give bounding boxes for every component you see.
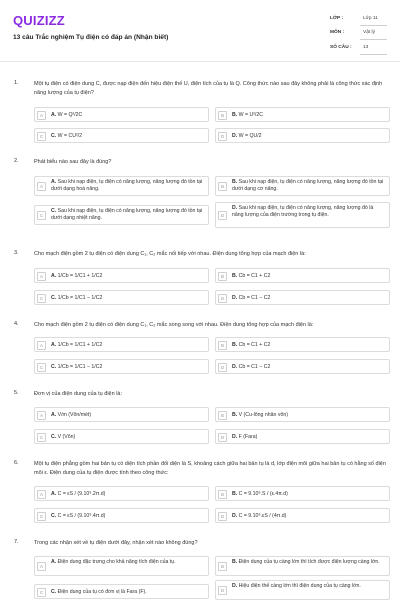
- option-text: [51, 342, 205, 349]
- option-key: A.: [51, 412, 57, 418]
- option-text: [232, 583, 386, 590]
- option-text: [51, 559, 205, 566]
- option-d[interactable]: [215, 580, 390, 600]
- option-key: A.: [51, 491, 57, 497]
- option-letter: D: [218, 433, 227, 442]
- option-a[interactable]: [34, 176, 209, 196]
- option-formula: Cb = C1 + C2: [238, 273, 271, 279]
- option-formula: Cb = C1 − C2: [238, 295, 271, 301]
- option-letter: A: [37, 341, 46, 350]
- option-letter: B: [218, 411, 227, 420]
- option-key: B.: [232, 491, 238, 497]
- page-title: 13 câu Trắc nghiệm Tụ điện có đáp án (Nhận biết): [13, 34, 169, 41]
- option-d[interactable]: [215, 290, 390, 305]
- option-letter: A: [37, 562, 46, 571]
- option-letter: A: [37, 272, 46, 281]
- option-letter: A: [37, 411, 46, 420]
- option-text: [232, 342, 386, 349]
- option-b[interactable]: [215, 407, 390, 422]
- option-body: Sau khi nạp điện, tụ điện có năng lượng, năng lượng đó tồn tại dưới dạng cơ năng.: [232, 179, 384, 192]
- option-letter: B: [218, 562, 227, 571]
- option-d[interactable]: [215, 429, 390, 444]
- meta-grade: [327, 13, 389, 25]
- option-text: [51, 491, 205, 498]
- option-body: Hiệu điện thế càng lớn thì điện dung của tụ càng lớn.: [238, 583, 361, 589]
- option-body: Sau khi nạp điện, tụ điện có năng lượng, năng lượng đó tồn tại dưới dạng hoá năng.: [51, 179, 203, 192]
- option-c[interactable]: [34, 584, 209, 599]
- option-formula: 1/Cb = 1/C1 − 1/C2: [57, 295, 103, 301]
- option-text: [232, 491, 386, 498]
- option-key: B.: [232, 273, 238, 279]
- option-formula: 1/Cb = 1/C1 + 1/C2: [57, 342, 103, 348]
- option-text: [51, 513, 205, 520]
- option-formula: W = CU²/2: [57, 133, 82, 139]
- option-text: [232, 205, 386, 219]
- option-letter: B: [218, 182, 227, 191]
- option-letter: C: [37, 512, 46, 521]
- option-body: Điện dung đặc trưng cho khả năng tích điện của tụ.: [57, 559, 176, 565]
- option-b[interactable]: [215, 268, 390, 283]
- option-letter: A: [37, 490, 46, 499]
- question-number: 4.: [14, 321, 19, 327]
- option-letter: D: [218, 132, 227, 141]
- option-text: [232, 513, 386, 520]
- option-text: [51, 412, 205, 419]
- option-text: [232, 412, 386, 419]
- option-letter: D: [218, 363, 227, 372]
- question-text: Phát biểu nào sau đây là đúng?: [34, 159, 112, 165]
- option-text: [51, 208, 205, 222]
- option-key: A.: [51, 179, 57, 185]
- option-b[interactable]: [215, 486, 390, 501]
- option-c[interactable]: [34, 128, 209, 143]
- question-number: 7.: [14, 539, 19, 545]
- option-formula: C = 9.10⁹.S / (ε.4π.d): [238, 491, 288, 497]
- option-letter: C: [37, 294, 46, 303]
- option-text: [232, 112, 386, 119]
- meta-label: MÔN :: [330, 30, 345, 35]
- meta-value: Lớp 11: [363, 16, 378, 21]
- question-text: Một tụ điện có điện dung C, được nạp điện đến hiệu điện thế U, điện tích của tụ là Q. Công thức nào sau đây không phải là công thức xác định năng lượng của tụ điện?: [34, 81, 383, 96]
- option-letter: A: [37, 111, 46, 120]
- option-body: Sau khi nạp điện, tụ điện có năng lượng, năng lượng đó là năng lượng của điện trường trong tụ điện.: [232, 205, 374, 218]
- option-formula: C = 9.10⁹.εS / (4π.d): [238, 513, 287, 519]
- question-text: Trong các nhận xét về tụ điện dưới đây, nhận xét nào không đúng?: [34, 540, 198, 546]
- option-letter: C: [37, 363, 46, 372]
- option-body: F (Fara): [238, 434, 258, 440]
- option-text: [232, 179, 386, 193]
- option-text: [51, 364, 205, 371]
- option-letter: C: [37, 211, 46, 220]
- meta-count: [327, 42, 389, 54]
- question-number: 3.: [14, 250, 19, 256]
- divider: [360, 54, 387, 55]
- question-number: 6.: [14, 460, 19, 466]
- option-b[interactable]: [215, 556, 390, 576]
- option-letter: D: [218, 586, 227, 595]
- option-a[interactable]: [34, 407, 209, 422]
- option-formula: Cb = C1 + C2: [238, 342, 271, 348]
- option-formula: W = U²/2C: [238, 112, 263, 118]
- option-key: D.: [232, 583, 238, 589]
- option-key: A.: [51, 112, 57, 118]
- divider: [360, 39, 387, 40]
- option-letter: B: [218, 341, 227, 350]
- option-text: [51, 133, 205, 140]
- option-a[interactable]: [34, 486, 209, 501]
- option-key: C.: [51, 513, 57, 519]
- option-key: B.: [232, 179, 238, 185]
- option-letter: B: [218, 111, 227, 120]
- option-text: [232, 434, 386, 441]
- meta-subject: [327, 27, 389, 39]
- quizizz-logo[interactable]: QUIZIZZ: [13, 13, 65, 28]
- option-key: D.: [232, 513, 238, 519]
- option-c[interactable]: [34, 508, 209, 523]
- option-body: Sau khi nạp điện, tụ điện có năng lượng, năng lượng đó tồn tại dưới dạng nhiệt năng.: [51, 208, 203, 221]
- option-text: [232, 273, 386, 280]
- option-d[interactable]: [215, 128, 390, 143]
- option-letter: C: [37, 433, 46, 442]
- meta-label: LỚP :: [330, 16, 344, 21]
- meta-value: 13: [363, 45, 369, 50]
- option-formula: 1/Cb = 1/C1 − 1/C2: [57, 364, 103, 370]
- question-number: 5.: [14, 390, 19, 396]
- option-letter: D: [218, 512, 227, 521]
- option-key: C.: [51, 434, 57, 440]
- option-key: C.: [51, 295, 57, 301]
- option-key: D.: [232, 205, 238, 211]
- option-text: [232, 133, 386, 140]
- option-key: D.: [232, 295, 238, 301]
- option-key: C.: [51, 133, 57, 139]
- question-text: Cho mạch điện gồm 2 tụ điện có điện dung C₁, C₂ mắc song song với nhau. Điện dung tổng hợp của mạch điện là:: [34, 322, 314, 328]
- meta-value: Vật lý: [363, 30, 375, 35]
- option-a[interactable]: [34, 337, 209, 352]
- option-key: C.: [51, 364, 57, 370]
- divider: [360, 25, 387, 26]
- question-text: Đơn vị của điện dung của tụ điện là:: [34, 391, 122, 397]
- option-d[interactable]: [215, 202, 390, 228]
- option-key: C.: [51, 589, 57, 595]
- option-c[interactable]: [34, 429, 209, 444]
- option-body: V (Cu-lông nhân vôn): [238, 412, 288, 418]
- option-body: Điện dung của tụ có đơn vị là Fara (F).: [57, 589, 147, 595]
- option-body: V (Vôn): [57, 434, 76, 440]
- option-b[interactable]: [215, 107, 390, 122]
- option-formula: 1/Cb = 1/C1 + 1/C2: [57, 273, 103, 279]
- option-key: D.: [232, 434, 238, 440]
- option-text: [51, 295, 205, 302]
- option-b[interactable]: [215, 176, 390, 196]
- option-c[interactable]: [34, 290, 209, 305]
- option-a[interactable]: [34, 556, 209, 576]
- question-number: 2.: [14, 158, 19, 164]
- option-text: [232, 364, 386, 371]
- option-letter: B: [218, 490, 227, 499]
- option-key: A.: [51, 342, 57, 348]
- option-text: [51, 434, 205, 441]
- meta-label: SỐ CÂU :: [330, 45, 352, 50]
- option-formula: W = Q²/2C: [57, 112, 83, 118]
- option-text: [51, 273, 205, 280]
- page-header: [0, 0, 400, 62]
- option-key: A.: [51, 559, 57, 565]
- option-c[interactable]: [34, 359, 209, 374]
- option-d[interactable]: [215, 359, 390, 374]
- option-text: [51, 112, 205, 119]
- option-letter: D: [218, 211, 227, 220]
- question-number: 1.: [14, 80, 19, 86]
- option-formula: C = εS / (9.10⁹.2π.d): [57, 491, 106, 497]
- option-key: B.: [232, 412, 238, 418]
- option-b[interactable]: [215, 337, 390, 352]
- option-letter: C: [37, 132, 46, 141]
- option-text: [51, 589, 205, 596]
- option-formula: W = QU/2: [238, 133, 262, 139]
- option-key: B.: [232, 112, 238, 118]
- option-key: C.: [51, 208, 57, 214]
- question-text: Cho mạch điện gồm 2 tụ điện có điện dung C₁, C₂ mắc nối tiếp với nhau. Điện dung tổng hợp của mạch điện là:: [34, 251, 306, 257]
- option-formula: C = εS / (9.10⁹.4π.d): [57, 513, 106, 519]
- option-text: [51, 179, 205, 193]
- question-text: Một tụ điện phẳng gồm hai bản tụ có diện tích phần đối diện là S, khoảng cách giữa hai bản tụ là d, lớp điện môi giữa hai bản tụ có hằng số điện môi ε. Điện dung của tụ điện được tính theo công thức:: [34, 461, 386, 476]
- option-c[interactable]: [34, 205, 209, 225]
- option-key: A.: [51, 273, 57, 279]
- option-d[interactable]: [215, 508, 390, 523]
- option-a[interactable]: [34, 268, 209, 283]
- option-text: [232, 559, 386, 566]
- option-letter: C: [37, 588, 46, 597]
- option-a[interactable]: [34, 107, 209, 122]
- option-formula: Cb = C1 − C2: [238, 364, 271, 370]
- option-letter: B: [218, 272, 227, 281]
- option-letter: A: [37, 182, 46, 191]
- option-body: V/m (Vôn/mét): [57, 412, 92, 418]
- option-key: D.: [232, 133, 238, 139]
- option-letter: D: [218, 294, 227, 303]
- option-key: B.: [232, 559, 238, 565]
- option-key: B.: [232, 342, 238, 348]
- option-text: [232, 295, 386, 302]
- option-body: Điện dung của tụ càng lớn thì tích được điện lượng càng lớn.: [238, 559, 380, 565]
- option-key: D.: [232, 364, 238, 370]
